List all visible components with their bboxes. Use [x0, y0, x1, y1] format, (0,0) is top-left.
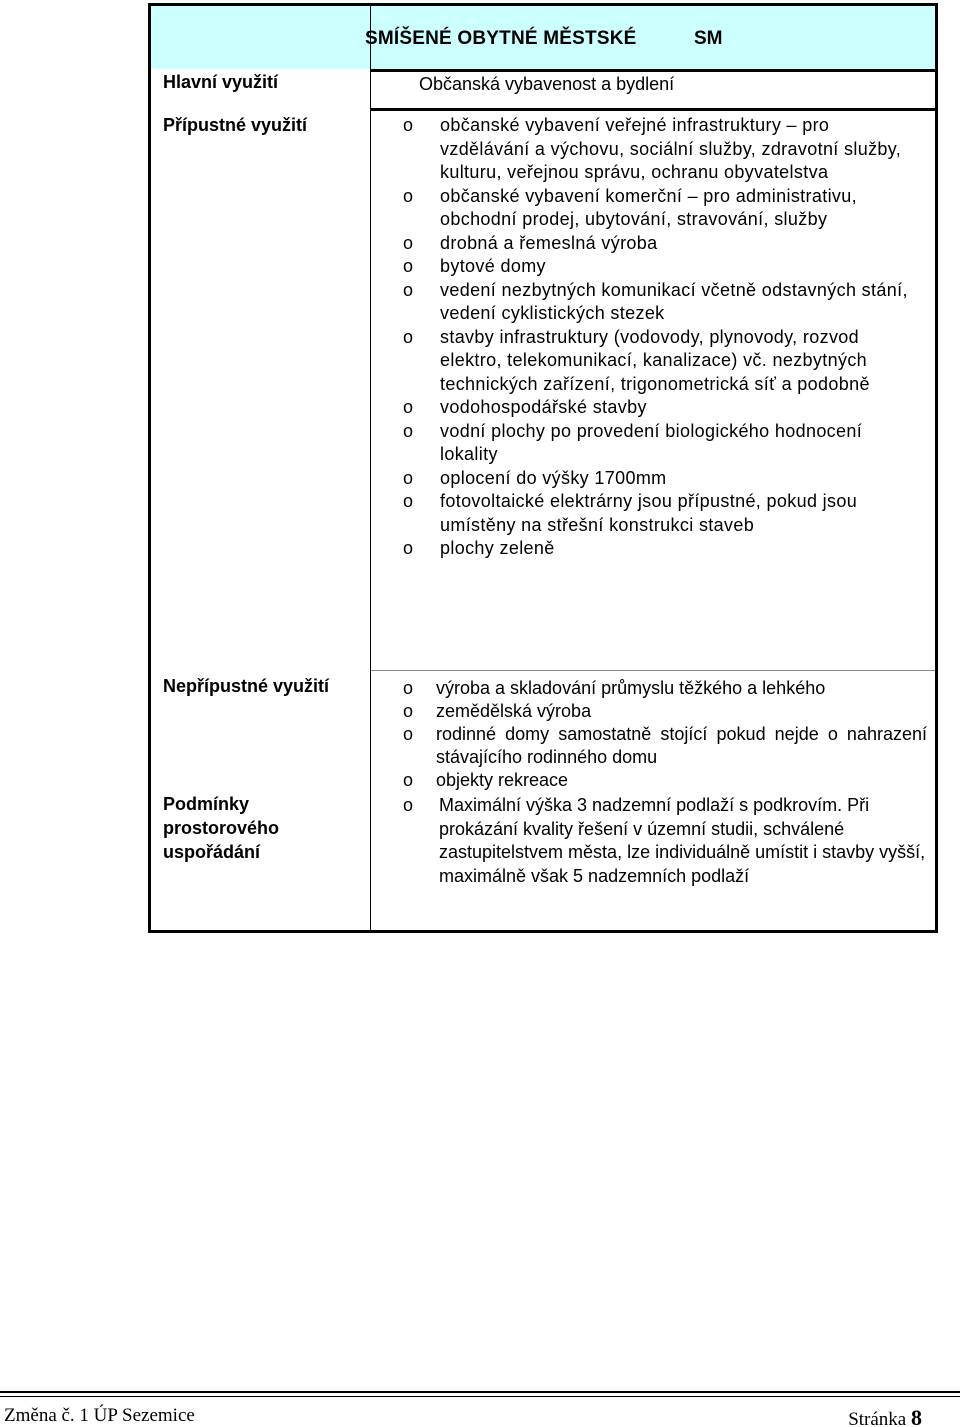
bullet-marker: o — [403, 491, 414, 511]
list-item-text: Maximální výška 3 nadzemní podlaží s podkrovím. Při prokázání kvality řešení v územní studii, schválené zastupitelstvem města, lze individuálně umístit i stavby vyšší, maximálně však 5 nadzemních podlaží — [439, 795, 926, 886]
zone-title: SMÍŠENÉ OBYTNÉ MĚSTSKÉ — [365, 28, 637, 49]
list-item — [387, 232, 917, 256]
list-item-text: rodinné domy samostatně stojící pokud nejde o nahrazení stávajícího rodinného domu — [436, 724, 927, 767]
allowed-use-divider — [371, 670, 935, 671]
list-item-text: občanské vybavení veřejné infrastruktury – pro vzdělávání a výchovu, sociální služby, zdravotní služby, kulturu, veřejnou správu, ochranu obyvatelstva — [440, 115, 902, 182]
list-item-text: výroba a skladování průmyslu těžkého a lehkého — [436, 678, 826, 698]
bullet-marker: o — [403, 115, 414, 135]
list-item — [387, 723, 927, 769]
list-item-text: objekty rekreace — [436, 770, 569, 790]
footer-rule — [0, 1391, 960, 1393]
list-item-text: stavby infrastruktury (vodovody, plynovody, rozvod elektro, telekomunikací, kanalizace) vč. nezbytných technických zařízení, trigonometrická síť a podobně — [440, 326, 870, 394]
zoning-table — [148, 3, 938, 933]
list-item — [387, 677, 927, 700]
list-item — [387, 279, 917, 326]
list-item — [387, 537, 917, 561]
allowed-use-list — [387, 114, 917, 561]
bullet-marker: o — [403, 185, 414, 206]
list-item — [387, 794, 927, 888]
header-left-cell — [151, 6, 370, 69]
list-item-text: občanské vybavení komerční – pro administrativu, obchodní prodej, ubytování, stravování, služby — [440, 185, 857, 229]
list-item — [387, 490, 917, 537]
list-item — [387, 396, 917, 420]
bullet-marker: o — [403, 701, 414, 721]
column-divider — [370, 6, 371, 930]
list-item-text: bytové domy — [440, 256, 546, 276]
footer-rule-thin — [0, 1396, 960, 1397]
bullet-marker: o — [403, 256, 414, 276]
page-prefix: Stránka — [848, 1409, 907, 1427]
list-item-text: vodní plochy po provedení biologického hodnocení lokality — [440, 420, 863, 464]
list-item-text: plochy zeleně — [440, 538, 555, 558]
list-item — [387, 420, 917, 467]
bullet-marker: o — [403, 326, 414, 347]
list-item — [387, 769, 927, 792]
forbidden-use-list — [387, 677, 927, 792]
list-item-text: drobná a řemeslná výroba — [440, 232, 658, 253]
list-item — [387, 326, 917, 397]
main-use-value: Občanská vybavenost a bydlení — [419, 74, 675, 94]
bullet-marker: o — [403, 678, 414, 698]
bullet-marker: o — [403, 232, 414, 253]
list-item — [387, 114, 917, 185]
bullet-marker: o — [403, 724, 414, 744]
bullet-marker: o — [403, 467, 414, 488]
list-item-text: zemědělská výroba — [436, 701, 592, 721]
zone-code: SM — [694, 28, 723, 49]
list-item-text: fotovoltaické elektrárny jsou přípustné, pokud jsou umístěny na střešní konstrukci staveb — [440, 491, 858, 535]
footer-document-title: Změna č. 1 ÚP Sezemice — [4, 1405, 195, 1426]
bullet-marker: o — [403, 279, 414, 300]
allowed-use-label: Přípustné využití — [163, 115, 308, 135]
page-number: 8 — [911, 1405, 922, 1427]
bullet-marker: o — [403, 420, 414, 441]
list-item-text: vedení nezbytných komunikací včetně odstavných stání, vedení cyklistických stezek — [440, 279, 908, 323]
list-item-text: oplocení do výšky 1700mm — [440, 467, 667, 488]
bullet-marker: o — [403, 795, 414, 815]
list-item — [387, 467, 917, 491]
list-item — [387, 185, 917, 232]
main-use-divider — [371, 108, 935, 111]
footer-page-number — [848, 1405, 922, 1427]
bullet-marker: o — [403, 397, 414, 417]
bullet-marker: o — [403, 770, 414, 790]
list-item — [387, 255, 917, 279]
list-item — [387, 700, 927, 723]
bullet-marker: o — [403, 538, 414, 558]
conditions-label: Podmínky prostorového uspořádání — [163, 794, 280, 862]
list-item-text: vodohospodářské stavby — [440, 397, 647, 417]
main-use-label: Hlavní využití — [163, 72, 279, 92]
forbidden-use-label: Nepřípustné využití — [163, 676, 330, 696]
conditions-list — [387, 794, 927, 888]
